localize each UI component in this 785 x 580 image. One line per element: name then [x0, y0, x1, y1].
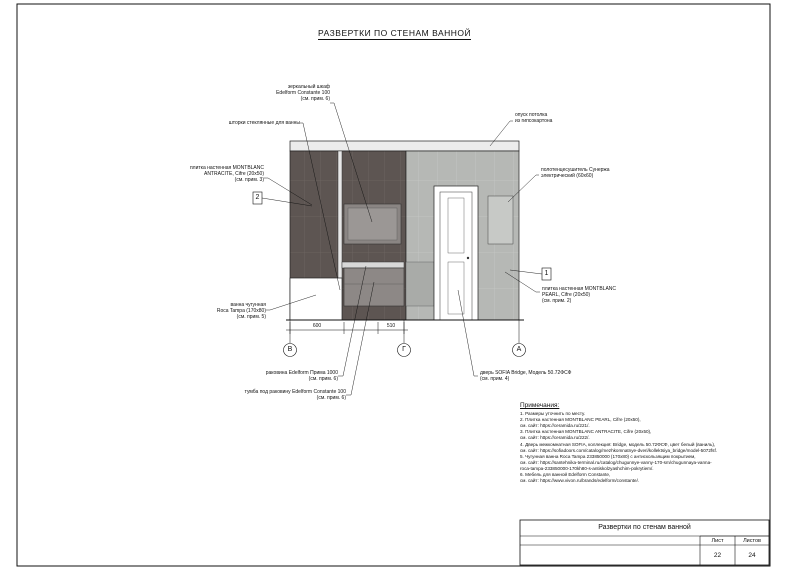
pipe-box: [406, 262, 434, 306]
door-handle: [467, 257, 469, 259]
mirror-inner: [348, 208, 397, 240]
note-line: 4. Дверь межкомнатная SOFIA, коллекция: Bridge, модель 50.72ФСФ, цвет белый (ваниль),: [520, 441, 716, 447]
note-line: см. сайт: https://www.vivon.ru/brands/edelform/constante/.: [520, 478, 640, 484]
sheet-title: РАЗВЕРТКИ ПО СТЕНАМ ВАННОЙ: [318, 28, 472, 38]
sink: [342, 262, 404, 268]
ceiling-soffit: [290, 141, 519, 151]
dimension-600: 600: [312, 323, 322, 329]
note-line: 2. Плитка настенная MONTBLANC PEARL, Cifre (20х50),: [520, 417, 641, 423]
note-line: см. сайт: https://sofiadoors.com/catalog/mezhkomnatnye-dveri/kollektsiya_bridge/model-5072fsf.: [520, 447, 718, 453]
axis-label-g: Г: [402, 346, 406, 353]
note-line: 5. Чугунная ванна Roca Tampa 233850000 (170х80) с антискользящим покрытием,: [520, 453, 696, 459]
dimension-510: 510: [386, 323, 396, 329]
axis-label-a: А: [516, 346, 522, 353]
ceiling-label: опуск потолка из гипсокартона: [515, 112, 553, 125]
towel-rail: [488, 196, 513, 244]
door-glass: [448, 198, 464, 253]
glass-screen-label: шторки стеклянные для ванны: [228, 120, 300, 126]
note-line: 1. Размеры уточнить по месту.: [520, 411, 586, 417]
note-line: см. сайт: https://ceramida.ru/221/.: [520, 423, 590, 429]
door-label: дверь SOFIA Bridge, Модель 50.72ФСФ (см. прим. 4): [480, 370, 572, 383]
sheets-label: Листов: [743, 538, 761, 544]
vanity-label: тумба под раковину Edelform Constante 100 (см. прим. 6): [244, 389, 346, 402]
note-line: см. сайт: https://santehnika-terminal.ru/catalog/chugunnye-vanny-170-sm/chugunnaya-vanna-: [520, 459, 712, 465]
bathtub: [290, 278, 342, 320]
axis-label-v: В: [287, 346, 293, 353]
light-tile-label: плитка настенная MONTBLANC PEARL, Cifre (20х50) (см. прим. 2): [542, 286, 617, 305]
dark-tile-label: плитка настенная MONTBLANC ANTRACITE, Cifre (20х50) (см. прим. 3): [189, 165, 264, 184]
tile-tag-2: 2: [255, 194, 260, 201]
door-panel: [448, 262, 464, 314]
sheet-number: 22: [713, 552, 722, 559]
sheet-label: Лист: [711, 538, 724, 544]
bathtub-label: ванна чугунная Roca Tampa (170х80) (см. прим. 5): [216, 302, 266, 321]
notes-block: [520, 403, 770, 484]
notes-title: Примечания:: [520, 402, 560, 409]
title-block-name: Развертки по стенам ванной: [598, 524, 691, 531]
sheets-total: 24: [748, 552, 756, 559]
note-line: см. сайт: https://ceramida.ru/222/.: [520, 435, 590, 441]
note-line: roca-tampa-233850000-170kh80-s-antiskolzyashchim-pokrytiem/.: [520, 465, 654, 471]
mirror-cabinet-label: зеркальный шкаф Edelform Constante 100 (см. прим. 6): [276, 84, 330, 103]
towel-rail-label: полотенцесушитель Сунержа электрический (60х60): [541, 167, 610, 180]
vanity-cabinet: [344, 268, 404, 306]
note-line: 6. Мебель для ванной Edelform Constante,: [520, 472, 611, 478]
tile-tag-1: 1: [544, 270, 549, 277]
note-line: 3. Плитка настенная MONTBLANC ANTRACITE, Cifre (20х50),: [520, 429, 652, 435]
sink-label: раковина Edelform Прима 1000 (см. прим. 6): [265, 370, 338, 383]
glass-screen: [338, 151, 342, 291]
